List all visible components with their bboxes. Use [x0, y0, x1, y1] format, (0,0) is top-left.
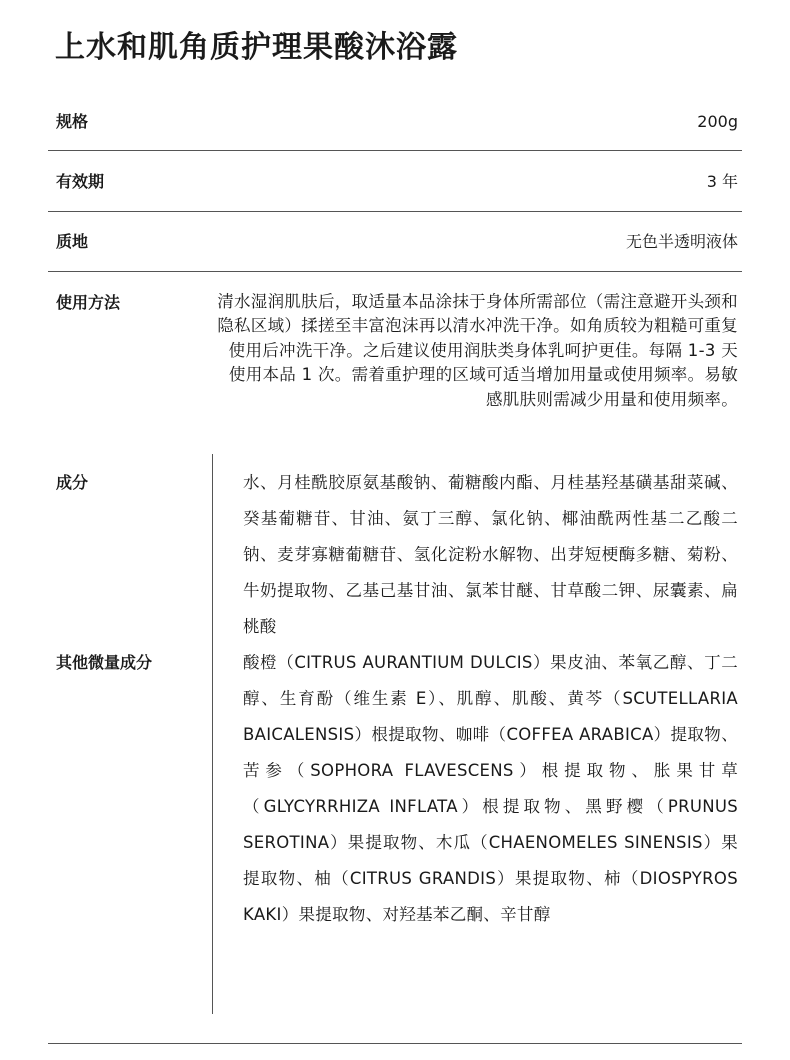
- divider: [48, 150, 742, 151]
- spec-label: 质地: [56, 232, 89, 251]
- spec-value: 3 年: [706, 172, 738, 191]
- trace-ingredients-label: 其他微量成分: [56, 653, 153, 672]
- trace-ingredients-text: 酸橙（CITRUS AURANTIUM DULCIS）果皮油、苯氧乙醇、丁二醇、生育酚（维生素 E）、肌醇、肌酸、黄芩（SCUTELLARIA BAICALENSIS）根提取物、咖啡（COFFEA ARABICA）提取物、苦参（SOPHORA FLAVESCENS）根提取物、胀果甘草（GLYCYRRHIZA INFLATA）根提取物、黑野樱（PRUNUS SEROTINA）果提取物、木瓜（CHAENOMELES SINENSIS）果提取物、柚（CITRUS GRANDIS）果提取物、柿（DIOSPYROS KAKI）果提取物、对羟基苯乙酮、辛甘醇: [243, 653, 738, 924]
- column-divider: [212, 454, 213, 1014]
- spec-label: 有效期: [56, 172, 105, 191]
- divider: [48, 1043, 742, 1044]
- ingredients-text: 水、月桂酰胶原氨基酸钠、葡糖酸内酯、月桂基羟基磺基甜菜碱、癸基葡糖苷、甘油、氨丁三醇、氯化钠、椰油酰两性基二乙酸二钠、麦芽寡糖葡糖苷、氢化淀粉水解物、出芽短梗酶多糖、菊粉、牛奶提取物、乙基己基甘油、氯苯甘醚、甘草酸二钾、尿囊素、扁桃酸: [243, 473, 738, 636]
- spec-value: 200g: [697, 112, 738, 131]
- divider: [48, 271, 742, 272]
- usage-label: 使用方法: [56, 293, 121, 312]
- product-title: 上水和肌角质护理果酸沐浴露: [55, 30, 458, 65]
- divider: [48, 211, 742, 212]
- spec-value: 无色半透明液体: [625, 232, 738, 251]
- ingredients-label: 成分: [56, 473, 89, 492]
- usage-text: 清水湿润肌肤后，取适量本品涂抹于身体所需部位（需注意避开头颈和隐私区域）揉搓至丰富泡沫再以清水冲洗干净。如角质较为粗糙可重复使用后冲洗干净。之后建议使用润肤类身体乳呵护更佳。每隔 1-3 天使用本品 1 次。需着重护理的区域可适当增加用量或使用频率。易敏感肌肤则需减少用量和使用频率。: [217, 292, 738, 409]
- spec-label: 规格: [56, 112, 89, 131]
